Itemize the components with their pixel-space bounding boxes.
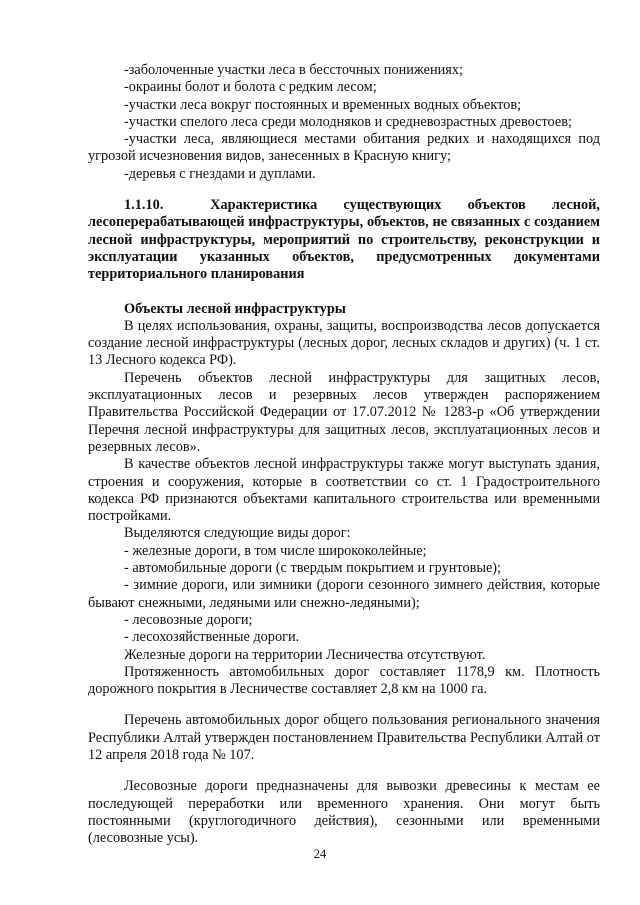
paragraph: Лесовозные дороги предназначены для вывозки древесины к местам ее последующей переработки или временного хранения. Они могут быть постоянными (круглогодичного действия), сезонными или временными (лесовозные усы). [88,778,600,847]
road-type-item: - зимние дороги, или зимники (дороги сезонного зимнего действия, которые бывают снежными, ледяными или снежно-ледяными); [88,577,600,611]
section-heading [88,197,600,283]
list-item: -окраины болот и болота с редким лесом; [124,79,377,96]
list-item: -деревья с гнездами и дуплами. [124,165,316,182]
section-title: Характеристика существующих объектов лесной, лесоперерабатывающей инфраструктуры, объектов, не связанных с созданием лесной инфраструктуры, мероприятий по строительству, реконструкции и эксплуатации указанных объектов, предусмотренных документами территориального планирования [88,197,600,283]
list-item: -участки леса, являющиеся местами обитания редких и находящихся под угрозой исчезновения видов, занесенных в Красную книгу; [88,131,600,165]
road-type-item: - лесохозяйственные дороги. [124,629,300,646]
paragraph: Выделяются следующие виды дорог: [124,525,351,542]
road-type-item: - лесовозные дороги; [124,611,253,628]
page-number: 24 [313,847,327,861]
paragraph: В качестве объектов лесной инфраструктуры также могут выступать здания, строения и сооружения, которые в соответствии со ст. 1 Градостроительного кодекса РФ признаются объектами капитального строительства или временными постройками. [88,456,600,525]
road-type-item: - автомобильные дороги (с твердым покрытием и грунтовые); [124,560,502,577]
list-item: -участки леса вокруг постоянных и временных водных объектов; [124,96,522,113]
paragraph: Протяженность автомобильных дорог составляет 1178,9 км. Плотность дорожного покрытия в Лесничестве составляет 2,8 км на 1000 га. [88,663,600,698]
list-item: -участки спелого леса среди молодняков и средневозрастных древостоев; [124,113,572,130]
paragraph: Перечень автомобильных дорог общего пользования регионального значения Республики Алтай утвержден постановлением Правительства Республики Алтай от 12 апреля 2018 года № 107. [88,712,600,763]
list-item: -заболоченные участки леса в бессточных понижениях; [124,62,463,78]
page-content [88,62,600,847]
subheading: Объекты лесной инфраструктуры [124,300,346,317]
paragraph: Перечень объектов лесной инфраструктуры для защитных лесов, эксплуатационных лесов и резервных лесов утвержден распоряжением Правительства Российской Федерации от 17.07.2012 № 1283-р «Об утверждении Перечня лесной инфраструктуры для защитных лесов, эксплуатационных лесов и резервных лесов». [88,369,600,455]
paragraph: В целях использования, охраны, защиты, воспроизводства лесов допускается создание лесной инфраструктуры (лесных дорог, лесных складов и других) (ч. 1 ст. 13 Лесного кодекса РФ). [88,317,600,369]
road-type-item: - железные дороги, в том числе ширококолейные; [124,542,427,559]
paragraph: Железные дороги на территории Лесничества отсутствуют. [124,646,486,663]
section-number: 1.1.10. [124,197,164,214]
